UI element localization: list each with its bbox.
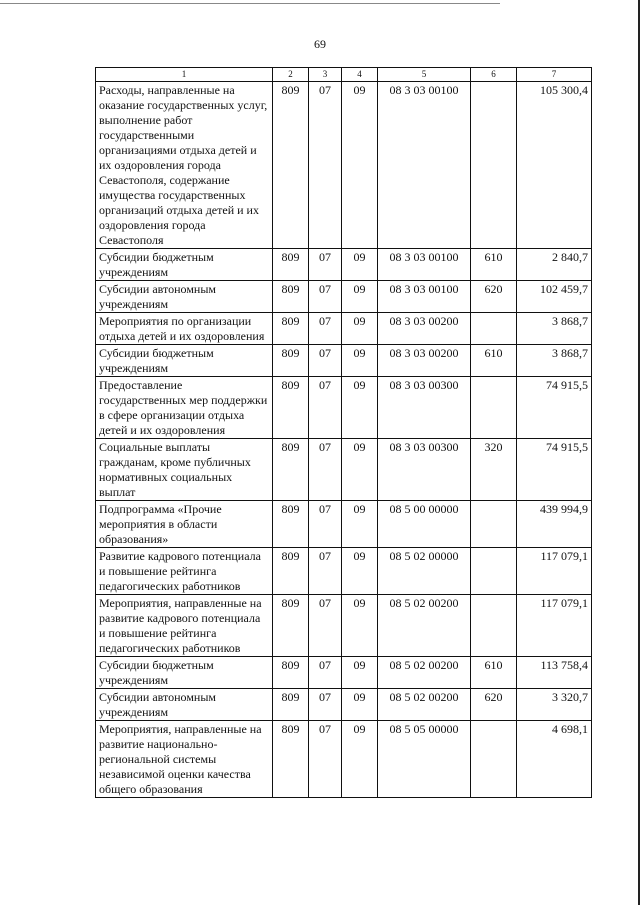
section-code-cell: 07 xyxy=(309,439,342,501)
expense-type-cell: 610 xyxy=(471,249,517,281)
column-header: 7 xyxy=(517,68,592,82)
top-border-line xyxy=(0,0,500,4)
ministry-code-cell: 809 xyxy=(273,313,309,345)
expense-type-cell: 620 xyxy=(471,689,517,721)
row-name-cell: Субсидии автономным учреждениям xyxy=(96,689,273,721)
target-article-cell: 08 3 03 00100 xyxy=(378,82,471,249)
amount-cell: 3 868,7 xyxy=(517,345,592,377)
column-header: 6 xyxy=(471,68,517,82)
expense-type-cell xyxy=(471,377,517,439)
column-header: 4 xyxy=(342,68,378,82)
ministry-code-cell: 809 xyxy=(273,377,309,439)
subsection-code-cell: 09 xyxy=(342,657,378,689)
subsection-code-cell: 09 xyxy=(342,548,378,595)
column-header: 5 xyxy=(378,68,471,82)
subsection-code-cell: 09 xyxy=(342,595,378,657)
amount-cell: 3 868,7 xyxy=(517,313,592,345)
table-row xyxy=(96,721,592,798)
expense-type-cell: 610 xyxy=(471,657,517,689)
section-code-cell: 07 xyxy=(309,345,342,377)
expense-type-cell xyxy=(471,501,517,548)
subsection-code-cell: 09 xyxy=(342,249,378,281)
expense-type-cell xyxy=(471,313,517,345)
expense-type-cell xyxy=(471,721,517,798)
subsection-code-cell: 09 xyxy=(342,439,378,501)
section-code-cell: 07 xyxy=(309,689,342,721)
row-name-cell: Мероприятия по организации отдыха детей и их оздоровления xyxy=(96,313,273,345)
target-article-cell: 08 3 03 00200 xyxy=(378,345,471,377)
ministry-code-cell: 809 xyxy=(273,82,309,249)
table-row xyxy=(96,501,592,548)
amount-cell: 102 459,7 xyxy=(517,281,592,313)
row-name-cell: Субсидии бюджетным учреждениям xyxy=(96,657,273,689)
table-row xyxy=(96,595,592,657)
ministry-code-cell: 809 xyxy=(273,281,309,313)
expense-type-cell xyxy=(471,595,517,657)
row-name-cell: Подпрограмма «Прочие мероприятия в области образования» xyxy=(96,501,273,548)
target-article-cell: 08 3 03 00300 xyxy=(378,377,471,439)
page-number: 69 xyxy=(314,37,326,51)
amount-cell: 117 079,1 xyxy=(517,548,592,595)
subsection-code-cell: 09 xyxy=(342,501,378,548)
section-code-cell: 07 xyxy=(309,657,342,689)
table-row xyxy=(96,548,592,595)
amount-cell: 74 915,5 xyxy=(517,377,592,439)
column-header: 1 xyxy=(96,68,273,82)
row-name-cell: Субсидии бюджетным учреждениям xyxy=(96,249,273,281)
amount-cell: 439 994,9 xyxy=(517,501,592,548)
row-name-cell: Мероприятия, направленные на развитие национально-региональной системы независимой оценки качества общего образования xyxy=(96,721,273,798)
subsection-code-cell: 09 xyxy=(342,689,378,721)
target-article-cell: 08 3 03 00100 xyxy=(378,249,471,281)
target-article-cell: 08 5 02 00200 xyxy=(378,595,471,657)
target-article-cell: 08 5 02 00000 xyxy=(378,548,471,595)
column-header: 3 xyxy=(309,68,342,82)
ministry-code-cell: 809 xyxy=(273,345,309,377)
table-row xyxy=(96,657,592,689)
table-row xyxy=(96,313,592,345)
ministry-code-cell: 809 xyxy=(273,548,309,595)
table-row xyxy=(96,689,592,721)
section-code-cell: 07 xyxy=(309,82,342,249)
section-code-cell: 07 xyxy=(309,595,342,657)
ministry-code-cell: 809 xyxy=(273,439,309,501)
amount-cell: 2 840,7 xyxy=(517,249,592,281)
ministry-code-cell: 809 xyxy=(273,595,309,657)
amount-cell: 105 300,4 xyxy=(517,82,592,249)
ministry-code-cell: 809 xyxy=(273,689,309,721)
subsection-code-cell: 09 xyxy=(342,377,378,439)
section-code-cell: 07 xyxy=(309,281,342,313)
table-body xyxy=(96,82,592,798)
amount-cell: 3 320,7 xyxy=(517,689,592,721)
row-name-cell: Мероприятия, направленные на развитие кадрового потенциала и повышение рейтинга педагогических работников xyxy=(96,595,273,657)
row-name-cell: Субсидии автономным учреждениям xyxy=(96,281,273,313)
section-code-cell: 07 xyxy=(309,501,342,548)
table-row xyxy=(96,439,592,501)
target-article-cell: 08 3 03 00200 xyxy=(378,313,471,345)
subsection-code-cell: 09 xyxy=(342,281,378,313)
subsection-code-cell: 09 xyxy=(342,82,378,249)
expense-type-cell: 610 xyxy=(471,345,517,377)
section-code-cell: 07 xyxy=(309,721,342,798)
amount-cell: 74 915,5 xyxy=(517,439,592,501)
row-name-cell: Предоставление государственных мер поддержки в сфере организации отдыха детей и их оздоровления xyxy=(96,377,273,439)
table-row xyxy=(96,345,592,377)
target-article-cell: 08 5 02 00200 xyxy=(378,689,471,721)
table-row xyxy=(96,281,592,313)
ministry-code-cell: 809 xyxy=(273,501,309,548)
expense-type-cell: 320 xyxy=(471,439,517,501)
amount-cell: 117 079,1 xyxy=(517,595,592,657)
target-article-cell: 08 3 03 00300 xyxy=(378,439,471,501)
row-name-cell: Субсидии бюджетным учреждениям xyxy=(96,345,273,377)
section-code-cell: 07 xyxy=(309,249,342,281)
column-header: 2 xyxy=(273,68,309,82)
target-article-cell: 08 5 02 00200 xyxy=(378,657,471,689)
section-code-cell: 07 xyxy=(309,313,342,345)
expense-type-cell xyxy=(471,548,517,595)
table-row xyxy=(96,377,592,439)
expense-type-cell: 620 xyxy=(471,281,517,313)
amount-cell: 4 698,1 xyxy=(517,721,592,798)
ministry-code-cell: 809 xyxy=(273,657,309,689)
section-code-cell: 07 xyxy=(309,377,342,439)
section-code-cell: 07 xyxy=(309,548,342,595)
table-row xyxy=(96,82,592,249)
table-row xyxy=(96,249,592,281)
table-header-row xyxy=(96,68,592,82)
subsection-code-cell: 09 xyxy=(342,313,378,345)
expense-type-cell xyxy=(471,82,517,249)
ministry-code-cell: 809 xyxy=(273,721,309,798)
amount-cell: 113 758,4 xyxy=(517,657,592,689)
subsection-code-cell: 09 xyxy=(342,721,378,798)
budget-table xyxy=(95,67,592,798)
subsection-code-cell: 09 xyxy=(342,345,378,377)
target-article-cell: 08 3 03 00100 xyxy=(378,281,471,313)
target-article-cell: 08 5 00 00000 xyxy=(378,501,471,548)
row-name-cell: Социальные выплаты гражданам, кроме публичных нормативных социальных выплат xyxy=(96,439,273,501)
target-article-cell: 08 5 05 00000 xyxy=(378,721,471,798)
row-name-cell: Развитие кадрового потенциала и повышение рейтинга педагогических работников xyxy=(96,548,273,595)
row-name-cell: Расходы, направленные на оказание государственных услуг, выполнение работ государственными организациями отдыха детей и их оздоровления города Севастополя, содержание имущества государственных организаций отдыха детей и их оздоровления города Севастополя xyxy=(96,82,273,249)
ministry-code-cell: 809 xyxy=(273,249,309,281)
